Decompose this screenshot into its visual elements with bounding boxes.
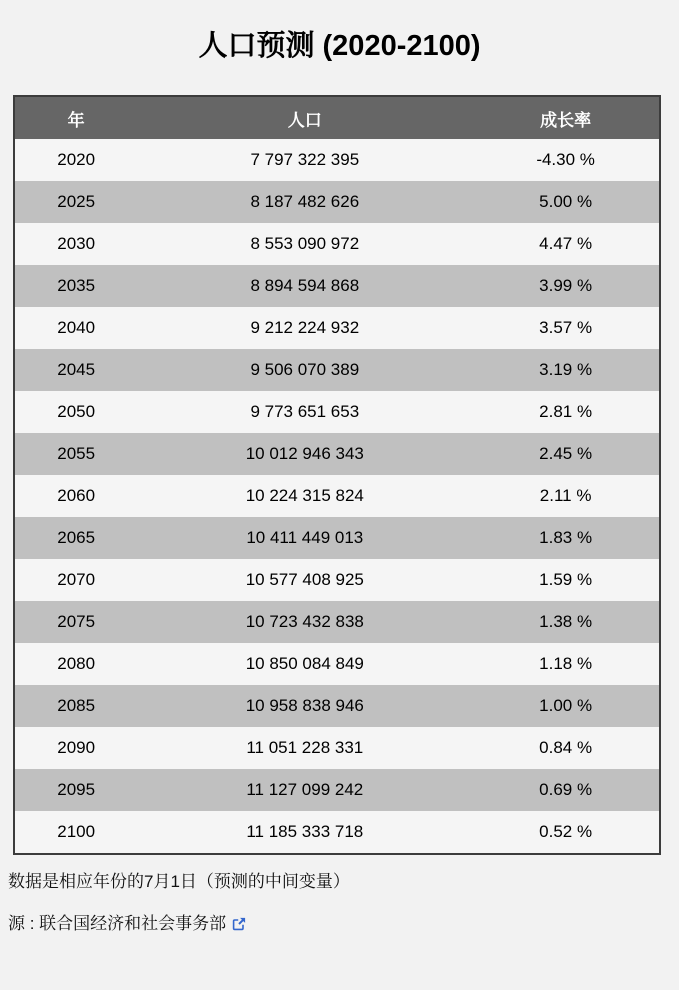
table-row bbox=[15, 349, 659, 391]
population-cell: 7 797 322 395 bbox=[250, 150, 360, 169]
growth-rate-cell: 2.81 % bbox=[539, 402, 593, 421]
table-row bbox=[15, 811, 659, 853]
year-cell: 2085 bbox=[57, 696, 96, 715]
year-cell: 2070 bbox=[57, 570, 96, 589]
table-row bbox=[15, 391, 659, 433]
col-header-population: 人口 bbox=[137, 97, 472, 139]
growth-rate-cell: 3.19 % bbox=[539, 360, 593, 379]
year-cell: 2055 bbox=[57, 444, 96, 463]
growth-rate-cell: 1.38 % bbox=[539, 612, 593, 631]
table-row bbox=[15, 307, 659, 349]
table-row bbox=[15, 433, 659, 475]
year-cell: 2045 bbox=[57, 360, 96, 379]
growth-rate-cell: 1.59 % bbox=[539, 570, 593, 589]
growth-rate-cell: 1.00 % bbox=[539, 696, 593, 715]
growth-rate-cell: 1.18 % bbox=[539, 654, 593, 673]
page-title: 人口预测 (2020-2100) bbox=[198, 30, 481, 62]
population-cell: 10 012 946 343 bbox=[245, 444, 364, 463]
population-cell: 10 958 838 946 bbox=[245, 696, 364, 715]
population-cell: 11 051 228 331 bbox=[246, 738, 364, 757]
table-row bbox=[15, 223, 659, 265]
growth-rate-cell: 0.69 % bbox=[539, 780, 593, 799]
year-cell: 2050 bbox=[57, 402, 96, 421]
year-cell: 2035 bbox=[57, 276, 96, 295]
table-row bbox=[15, 685, 659, 727]
year-cell: 2075 bbox=[57, 612, 96, 631]
growth-rate-cell: 5.00 % bbox=[539, 192, 593, 211]
year-cell: 2060 bbox=[57, 486, 96, 505]
table-body bbox=[15, 139, 659, 853]
table-row bbox=[15, 265, 659, 307]
year-cell: 2090 bbox=[57, 738, 96, 757]
table-row bbox=[15, 475, 659, 517]
source-line bbox=[8, 912, 679, 935]
year-cell: 2095 bbox=[57, 780, 96, 799]
population-cell: 11 127 099 242 bbox=[246, 780, 364, 799]
table-row bbox=[15, 181, 659, 223]
data-note: 数据是相应年份的7月1日（预测的中间变量） bbox=[8, 872, 350, 891]
year-cell: 2025 bbox=[57, 192, 96, 211]
table-row bbox=[15, 769, 659, 811]
table-row bbox=[15, 601, 659, 643]
population-cell: 10 723 432 838 bbox=[245, 612, 364, 631]
year-cell: 2065 bbox=[57, 528, 96, 547]
source-label: 源 : bbox=[8, 914, 40, 933]
population-cell: 11 185 333 718 bbox=[246, 822, 364, 841]
table-row bbox=[15, 139, 659, 181]
population-cell: 10 224 315 824 bbox=[245, 486, 364, 505]
growth-rate-cell: 2.11 % bbox=[539, 486, 592, 505]
population-cell: 8 187 482 626 bbox=[250, 192, 360, 211]
growth-rate-cell: 0.84 % bbox=[539, 738, 593, 757]
growth-rate-cell: 0.52 % bbox=[539, 822, 593, 841]
growth-rate-cell: -4.30 % bbox=[536, 150, 595, 169]
year-cell: 2080 bbox=[57, 654, 96, 673]
population-cell: 9 506 070 389 bbox=[250, 360, 360, 379]
population-cell: 9 773 651 653 bbox=[250, 402, 360, 421]
population-cell: 10 577 408 925 bbox=[245, 570, 364, 589]
year-cell: 2030 bbox=[57, 234, 96, 253]
population-cell: 8 894 594 868 bbox=[250, 276, 360, 295]
external-link-icon[interactable] bbox=[232, 917, 246, 931]
growth-rate-cell: 1.83 % bbox=[539, 528, 593, 547]
col-header-year: 年 bbox=[15, 97, 137, 139]
source-link[interactable]: 联合国经济和社会事务部 bbox=[39, 914, 227, 933]
population-cell: 10 850 084 849 bbox=[245, 654, 364, 673]
population-table bbox=[15, 97, 659, 853]
growth-rate-cell: 4.47 % bbox=[539, 234, 593, 253]
table-row bbox=[15, 727, 659, 769]
growth-rate-cell: 3.57 % bbox=[539, 318, 593, 337]
growth-rate-cell: 2.45 % bbox=[539, 444, 593, 463]
table-row bbox=[15, 559, 659, 601]
table-row bbox=[15, 643, 659, 685]
population-cell: 8 553 090 972 bbox=[250, 234, 360, 253]
population-cell: 9 212 224 932 bbox=[250, 318, 360, 337]
population-table-container bbox=[13, 95, 661, 855]
year-cell: 2040 bbox=[57, 318, 96, 337]
table-header-row bbox=[15, 97, 659, 139]
year-cell: 2100 bbox=[57, 822, 96, 841]
table-row bbox=[15, 517, 659, 559]
growth-rate-cell: 3.99 % bbox=[539, 276, 593, 295]
col-header-growth-rate: 成长率 bbox=[472, 97, 659, 139]
year-cell: 2020 bbox=[57, 150, 96, 169]
population-cell: 10 411 449 013 bbox=[246, 528, 364, 547]
